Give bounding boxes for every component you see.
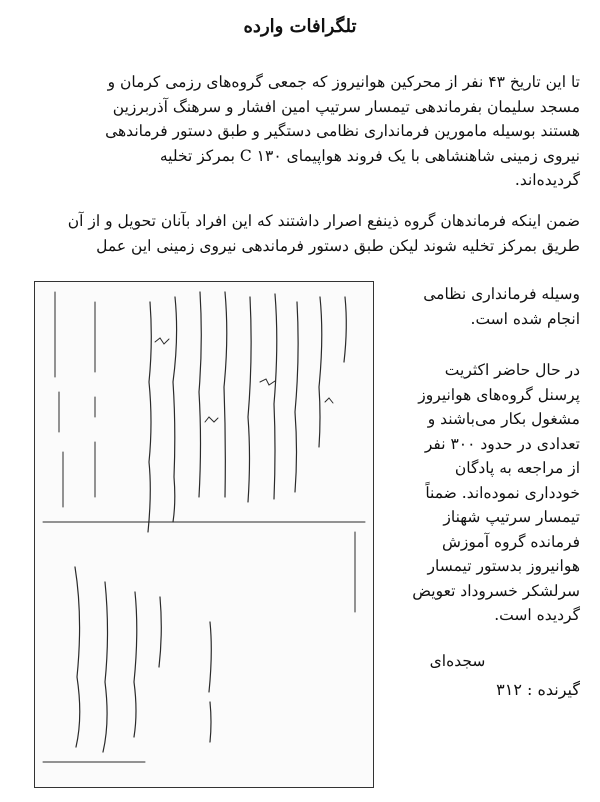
paragraph-2-continued — [423, 282, 580, 331]
paragraph-1-line: هستند بوسیله مامورین فرمانداری نظامی دستگیر و طبق دستور فرماندهی — [105, 122, 580, 140]
paragraph-3-line: تیمسار سرتیپ شهناز — [443, 508, 580, 526]
paragraph-2 — [24, 209, 580, 258]
paragraph-3-line: تعدادی در حدود ۳۰۰ نفر — [424, 434, 580, 453]
page-title: تلگرافات وارده — [243, 16, 357, 37]
paragraph-3-line: فرمانده گروه آموزش — [442, 532, 580, 551]
signature: سجده‌ای — [429, 652, 486, 670]
paragraph-1-line: مسجد سلیمان بفرماندهی تیمسار سرتیپ امین افشار و سرهنگ آذربرزین — [112, 97, 580, 116]
handwritten-telegram-image — [35, 282, 373, 787]
paragraph-2-line: ضمن اینکه فرماندهان گروه ذینفع اصرار داشتند که این افراد بآنان تحویل و از آن — [67, 212, 580, 230]
paragraph-1 — [24, 70, 580, 193]
paragraph-3-line: گردیده است. — [494, 606, 580, 624]
paragraph-3-line: پرسنل گروه‌های هوانیروز — [418, 385, 580, 404]
paragraph-2-line: وسیله فرمانداری نظامی — [423, 285, 580, 303]
paragraph-1-line: گردیده‌اند. — [514, 171, 580, 189]
paragraph-3-line: هوانیروز بدستور تیمسار — [427, 557, 580, 575]
paragraph-3-line: در حال حاضر اکثریت — [444, 361, 580, 379]
paragraph-1-line: تا این تاریخ ۴۳ نفر از محرکین هوانیروز که جمعی گروه‌های رزمی کرمان و — [107, 73, 580, 91]
handwritten-telegram-scan — [34, 281, 374, 788]
paragraph-3-line: سرلشکر خسروداد تعویض — [412, 581, 580, 600]
paragraph-3-line: از مراجعه به پادگان — [454, 459, 580, 477]
paragraph-2-line: انجام شده است. — [470, 309, 580, 328]
receiver-number: گیرنده : ۳۱۲ — [496, 680, 580, 699]
paragraph-2-line: طریق بمرکز تخلیه شوند لیکن طبق دستور فرماندهی نیروی زمینی این عمل — [96, 236, 580, 255]
paragraph-3 — [380, 358, 580, 628]
paragraph-1-line: نیروی زمینی شاهنشاهی با یک فروند هواپیمای C ۱۳۰ بمرکز تخلیه — [159, 146, 580, 165]
paragraph-3-line: مشغول بکار می‌باشند و — [427, 410, 580, 428]
paragraph-3-line: خودداری نموده‌اند. ضمناً — [425, 483, 580, 502]
